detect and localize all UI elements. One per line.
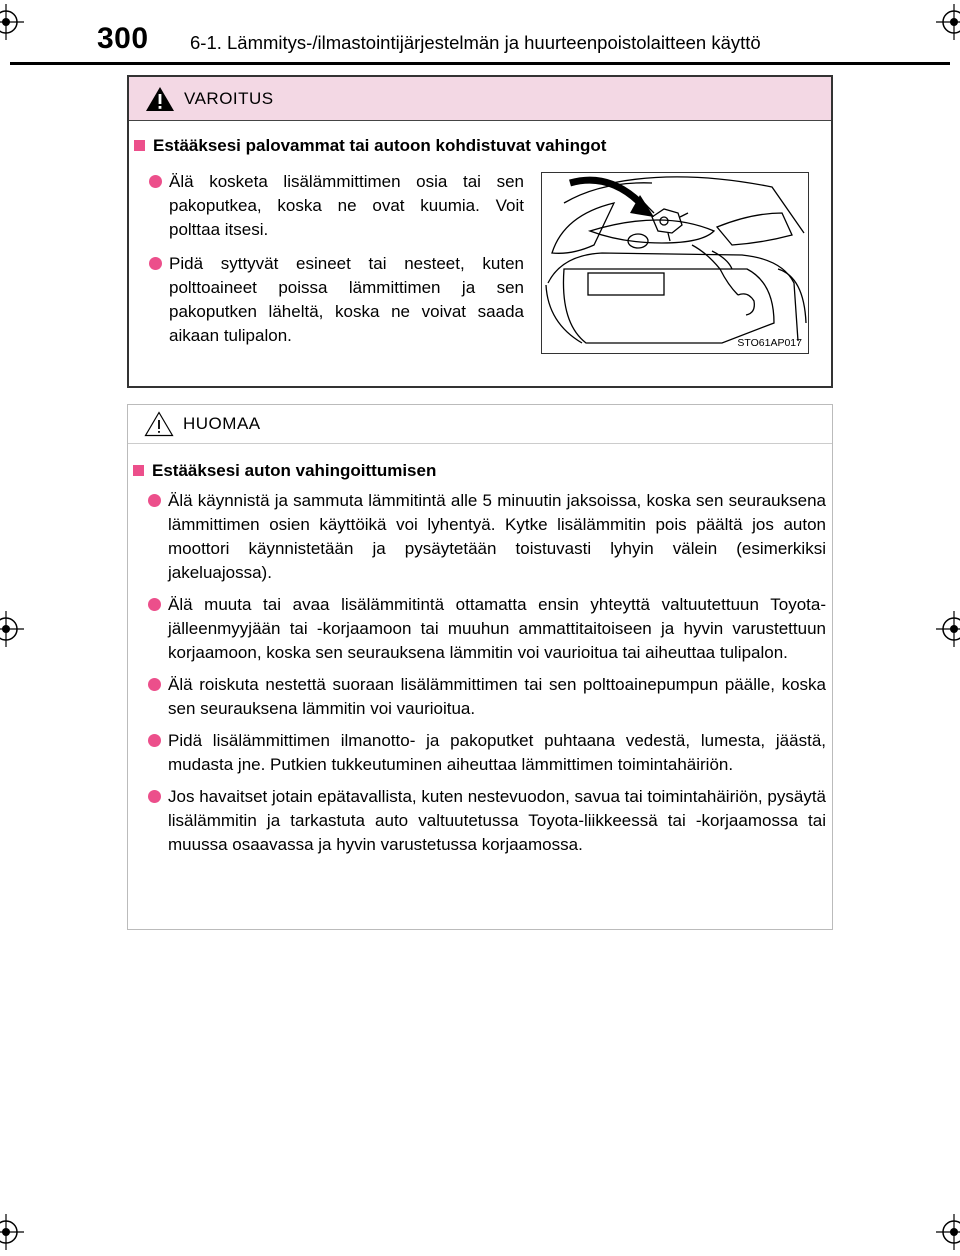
square-bullet-icon (134, 140, 145, 151)
registration-mark-icon (0, 4, 24, 40)
list-item: Pidä syttyvät esineet tai nesteet, kuten polttoaineet poissa lämmittimen ja sen pakoputken läheltä, koska ne voivat saada aikaan tulipalon. (149, 252, 524, 348)
header-divider (10, 62, 950, 65)
warning-subheading (134, 136, 606, 156)
page-number: 300 (97, 22, 149, 55)
notice-bullet-list (148, 489, 826, 865)
circle-bullet-icon (148, 494, 161, 507)
list-item: Älä roiskuta nestettä suoraan lisälämmittimen tai sen polttoainepumpun päälle, koska sen seurauksena lämmitin voi vaurioitua. (148, 673, 826, 721)
caution-triangle-icon (144, 411, 174, 437)
circle-bullet-icon (148, 678, 161, 691)
car-front-illustration (541, 172, 809, 354)
square-bullet-icon (133, 465, 144, 476)
warning-bullet-list (149, 170, 524, 358)
figure-code: STO61AP017 (737, 337, 802, 349)
car-front-drawing (542, 173, 808, 353)
warning-triangle-icon (145, 86, 175, 112)
circle-bullet-icon (149, 257, 162, 270)
warning-header (129, 77, 831, 121)
notice-subheading-text: Estääksesi auton vahingoittumisen (152, 461, 437, 480)
notice-box (127, 404, 833, 930)
registration-mark-icon (0, 1214, 24, 1250)
warning-subheading-text: Estääksesi palovammat tai autoon kohdistuvat vahingot (153, 136, 607, 155)
notice-label: HUOMAA (183, 414, 261, 433)
registration-mark-icon (0, 611, 24, 647)
list-item: Jos havaitset jotain epätavallista, kuten nestevuodon, savua tai toimintahäiriön, pysäytä lisälämmitin ja tarkastuta auto valtuutetussa Toyota-liikkeessä tai -korjaamossa tai muussa osaavassa ja hyvin varustetussa korjaamossa. (148, 785, 826, 857)
registration-mark-icon (936, 611, 960, 647)
list-item: Älä kosketa lisälämmittimen osia tai sen pakoputkea, koska ne ovat kuumia. Voit polttaa itsesi. (149, 170, 524, 242)
registration-mark-icon (936, 4, 960, 40)
warning-box (127, 75, 833, 388)
circle-bullet-icon (148, 790, 161, 803)
list-item: Älä käynnistä ja sammuta lämmitintä alle 5 minuutin jaksoissa, koska sen seurauksena lämmittimen osien käyttöikä voi lyhentyä. Kytke lisälämmitin pois päältä jos auton moottori käynnistetään ja pysäytetään toistuvasti lyhyin välein (esimerkiksi jakeluajossa). (148, 489, 826, 585)
circle-bullet-icon (148, 734, 161, 747)
circle-bullet-icon (149, 175, 162, 188)
list-item: Älä muuta tai avaa lisälämmitintä ottamatta ensin yhteyttä valtuutettuun Toyota-jälleenmyyjään tai -korjaamoon tai muuhun ammattitaitoiseen ja hyvin varustettuun korjaamoon, koska sen seurauksena lämmitin voi vaurioitua tai aiheuttaa tulipalon. (148, 593, 826, 665)
list-item: Pidä lisälämmittimen ilmanotto- ja pakoputket puhtaana vedestä, lumesta, jäästä, mudasta jne. Putkien tukkeutuminen aiheuttaa lämmittimen toimintahäiriön. (148, 729, 826, 777)
notice-subheading (133, 461, 436, 481)
section-title: 6-1. Lämmitys-/ilmastointijärjestelmän ja huurteenpoistolaitteen käyttö (190, 32, 761, 53)
registration-mark-icon (936, 1214, 960, 1250)
circle-bullet-icon (148, 598, 161, 611)
warning-label: VAROITUS (184, 88, 274, 108)
notice-header (128, 405, 832, 444)
